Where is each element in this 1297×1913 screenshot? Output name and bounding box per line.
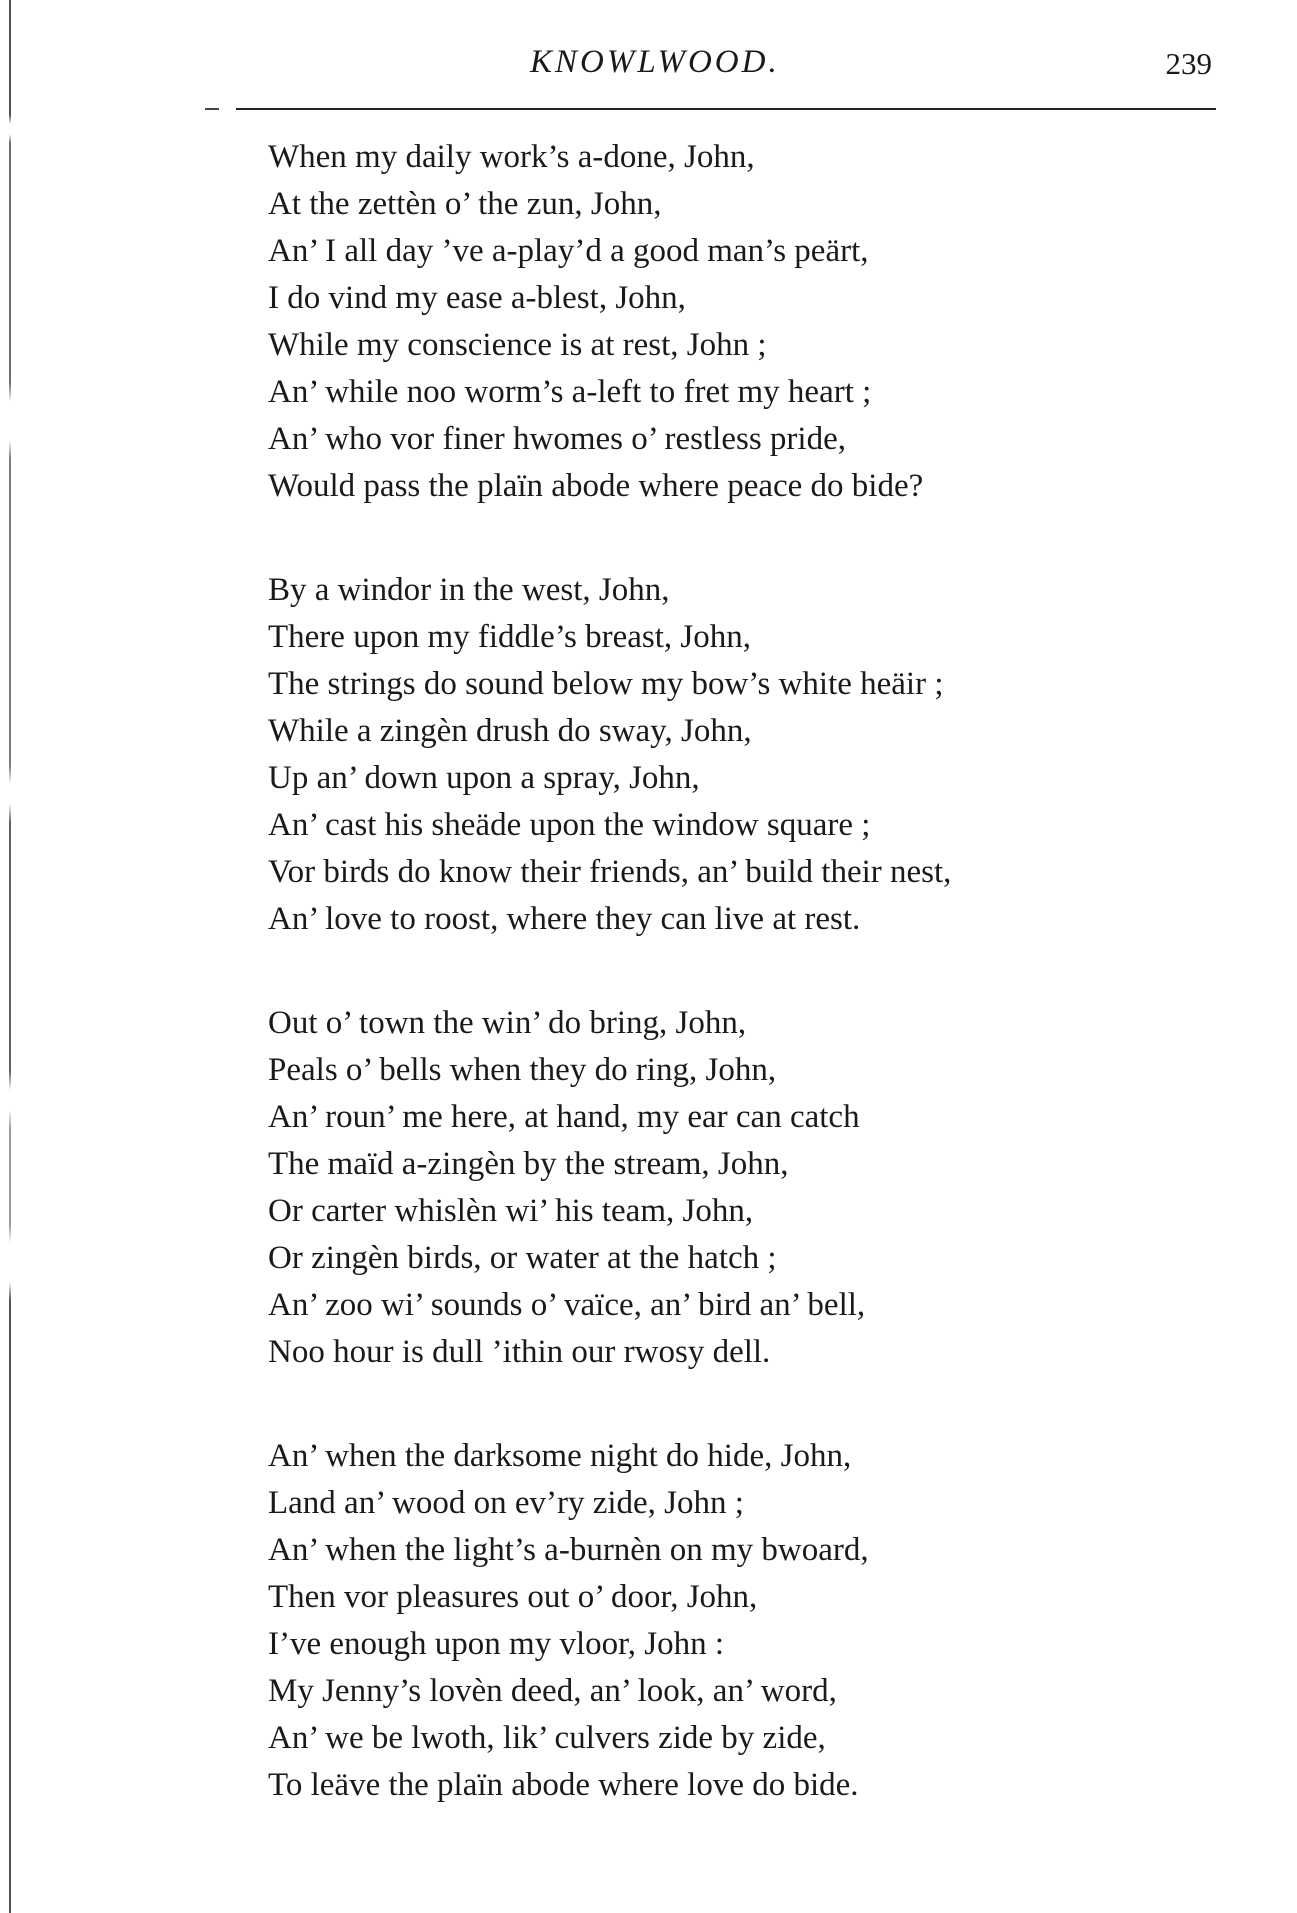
poem-line: Would pass the plaïn abode where peace do bide?	[268, 468, 924, 504]
poem-line: An’ zoo wi’ sounds o’ vaïce, an’ bird an’ bell,	[268, 1287, 866, 1323]
poem-line: An’ roun’ me here, at hand, my ear can catch	[268, 1099, 860, 1135]
poem-line: I do vind my ease a-blest, John,	[268, 280, 686, 316]
poem-line: While a zingèn drush do sway, John,	[268, 713, 752, 749]
poem-line: The maïd a-zingèn by the stream, John,	[268, 1146, 789, 1182]
poem-line: To leäve the plaïn abode where love do bide.	[268, 1767, 859, 1803]
poem-line: My Jenny’s lovèn deed, an’ look, an’ word,	[268, 1673, 837, 1709]
page-number: 239	[1165, 46, 1212, 81]
poem-line: An’ when the light’s a-burnèn on my bwoard,	[268, 1532, 869, 1568]
poem-line: Noo hour is dull ’ithin our rwosy dell.	[268, 1334, 771, 1370]
poem-line: By a windor in the west, John,	[268, 572, 670, 608]
poem-line: Vor birds do know their friends, an’ build their nest,	[268, 854, 952, 890]
poem-line: Peals o’ bells when they do ring, John,	[268, 1052, 777, 1088]
page-header	[230, 44, 1230, 94]
running-title: KNOWLWOOD.	[530, 44, 780, 80]
poem-line: Up an’ down upon a spray, John,	[268, 760, 700, 796]
poem-line: While my conscience is at rest, John ;	[268, 327, 767, 363]
poem-line: Land an’ wood on ev’ry zide, John ;	[268, 1485, 744, 1521]
poem-line: I’ve enough upon my vloor, John :	[268, 1626, 725, 1662]
poem-line: An’ who vor finer hwomes o’ restless pride,	[268, 421, 846, 457]
poem-line: There upon my fiddle’s breast, John,	[268, 619, 751, 655]
poem-body	[268, 134, 1248, 1866]
poem-line: An’ we be lwoth, lik’ culvers zide by zide,	[268, 1720, 826, 1756]
header-rule	[236, 108, 1216, 110]
poem-line: At the zettèn o’ the zun, John,	[268, 186, 662, 222]
poem-line: Or carter whislèn wi’ his team, John,	[268, 1193, 754, 1229]
stanza-1	[268, 134, 1248, 510]
stanza-4	[268, 1433, 1248, 1809]
stanza-2	[268, 567, 1248, 943]
poem-line: Then vor pleasures out o’ door, John,	[268, 1579, 758, 1615]
poem-line: An’ cast his sheäde upon the window square ;	[268, 807, 871, 843]
poem-line: Or zingèn birds, or water at the hatch ;	[268, 1240, 777, 1276]
binding-edge	[9, 0, 11, 1913]
poem-line: An’ while noo worm’s a-left to fret my heart ;	[268, 374, 872, 410]
poem-line: When my daily work’s a-done, John,	[268, 139, 755, 175]
stanza-3	[268, 1000, 1248, 1376]
poem-line: An’ love to roost, where they can live at rest.	[268, 901, 861, 937]
poem-line: An’ I all day ’ve a-play’d a good man’s peärt,	[268, 233, 869, 269]
poem-line: The strings do sound below my bow’s white heäir ;	[268, 666, 944, 702]
poem-line: Out o’ town the win’ do bring, John,	[268, 1005, 747, 1041]
header-rule-mark	[205, 108, 219, 110]
poem-line: An’ when the darksome night do hide, John,	[268, 1438, 852, 1474]
